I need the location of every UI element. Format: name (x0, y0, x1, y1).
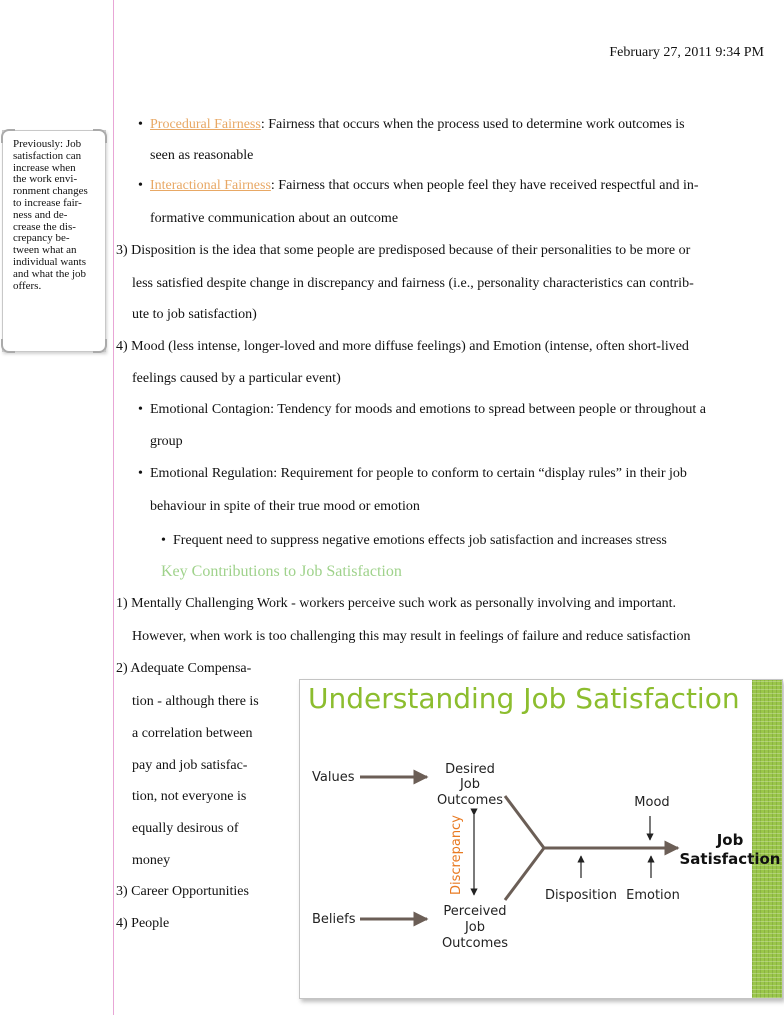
corner-br (93, 339, 107, 353)
mood-label: Mood (634, 795, 670, 810)
suppress-emotions-item: • Frequent need to suppress negative emotions effects job satisfaction and increases stress (173, 533, 667, 549)
side-note-line: and what the job (13, 267, 87, 280)
beliefs-label: Beliefs (312, 912, 356, 927)
timestamp: February 27, 2011 9:34 PM (609, 45, 764, 60)
compensation-line: tion, not everyone is (132, 789, 247, 804)
job-satisfaction-label: Satisfaction (679, 850, 781, 868)
desired-outcomes-label: Job (459, 777, 481, 792)
key-contributions-heading: Key Contributions to Job Satisfaction (161, 563, 402, 580)
side-note-line: ness and de- (13, 208, 68, 221)
corner-tl (1, 129, 15, 143)
margin-line (113, 0, 114, 1015)
interactional-fairness-item (150, 178, 699, 194)
side-note-line: tween what an (13, 244, 77, 257)
compensation-line: equally desirous of (132, 821, 239, 836)
perceived-outcomes-label: Perceived (443, 904, 507, 919)
emotional-contagion-continued: group (150, 434, 183, 449)
interactional-fairness-definition: : Fairness that occurs when people feel they have received respectful and in- (270, 178, 699, 193)
corner-tr (93, 129, 107, 143)
side-note-line: offers. (13, 279, 42, 292)
job-satisfaction-label: Job (716, 831, 744, 849)
corner-bl (1, 339, 15, 353)
slide-title: Understanding Job Satisfaction (308, 682, 740, 715)
job-satisfaction-slide (299, 679, 783, 999)
side-note-line: crease the dis- (13, 220, 76, 233)
side-note-line: to increase fair- (13, 196, 82, 209)
challenging-work-line-1: 1) Mentally Challenging Work - workers perceive such work as personally involving and important. (116, 596, 677, 611)
disposition-line-2: less satisfied despite change in discrepancy and fairness (i.e., personality characteristics can contrib- (132, 276, 694, 291)
procedural-fairness-definition: : Fairness that occurs when the process used to determine work outcomes is (260, 117, 685, 132)
disposition-label: Disposition (545, 888, 617, 903)
side-note (2, 130, 106, 352)
desired-outcomes-label: Outcomes (436, 793, 504, 808)
disposition-line-1: 3) Disposition is the idea that some people are predisposed because of their personalities to be more or (116, 243, 691, 258)
desired-outcomes-label: Desired (445, 762, 495, 777)
disposition-line-3: ute to job satisfaction) (132, 307, 257, 322)
emotion-label: Emotion (626, 888, 680, 903)
challenging-work-line-2: However, when work is too challenging this may result in feelings of failure and reduce satisfaction (132, 629, 691, 644)
lower-branch (505, 848, 544, 900)
perceived-outcomes-label: Outcomes (441, 936, 509, 951)
compensation-line: 2) Adequate Compensa- (116, 661, 252, 676)
procedural-fairness-link[interactable]: Procedural Fairness (150, 117, 261, 132)
perceived-outcomes-label: Job (464, 920, 486, 935)
upper-branch (505, 796, 544, 848)
discrepancy-label: Discrepancy (449, 815, 464, 895)
interactional-fairness-link[interactable]: Interactional Fairness (150, 178, 271, 193)
compensation-line: a correlation between (132, 726, 253, 741)
side-note-line: individual wants (13, 255, 87, 268)
values-label: Values (312, 770, 355, 785)
side-note-line: ronment changes (13, 185, 88, 198)
career-opportunities: 3) Career Opportunities (116, 884, 249, 899)
side-note-line: the work envi- (13, 173, 78, 186)
compensation-line: money (132, 853, 171, 868)
side-note-line: satisfaction can (13, 149, 82, 162)
emotional-regulation-continued: behaviour in spite of their true mood or emotion (150, 499, 420, 514)
side-note-line: crepancy be- (13, 232, 70, 245)
side-note-line: Previously: Job (13, 138, 82, 150)
mood-line-2: feelings caused by a particular event) (132, 371, 341, 386)
side-note-line: increase when (13, 161, 76, 174)
people: 4) People (116, 916, 170, 931)
compensation-line: tion - although there is (132, 694, 259, 709)
compensation-line: pay and job satisfac- (132, 758, 248, 773)
mood-line-1: 4) Mood (less intense, longer-loved and more diffuse feelings) and Emotion (intense, often short-lived (116, 339, 689, 354)
procedural-fairness-item (150, 117, 685, 133)
satisfaction-diagram (300, 680, 784, 1000)
emotional-contagion-item: • Emotional Contagion: Tendency for moods and emotions to spread between people or throughout a (150, 402, 706, 418)
interactional-fairness-continued: formative communication about an outcome (150, 211, 399, 226)
procedural-fairness-continued: seen as reasonable (150, 148, 254, 163)
emotional-regulation-item: • Emotional Regulation: Requirement for people to conform to certain “display rules” in their job (150, 466, 687, 482)
